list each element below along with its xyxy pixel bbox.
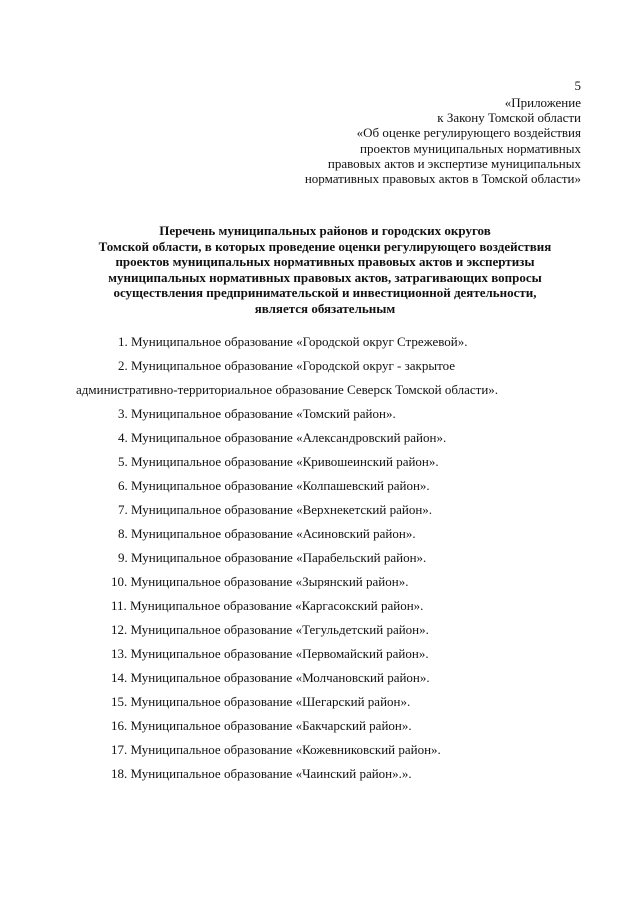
item-text: Муниципальное образование «Александровский район». [131, 430, 447, 445]
item-number: 11. [111, 598, 127, 613]
title-line: осуществления предпринимательской и инвестиционной деятельности, [113, 285, 537, 301]
appendix-line: «Об оценке регулирующего воздействия [356, 125, 581, 141]
list-item [76, 522, 576, 546]
list-item [76, 690, 576, 714]
list-item [76, 474, 576, 498]
appendix-line: к Закону Томской области [437, 110, 581, 126]
list-item [76, 594, 576, 618]
item-number: 9. [118, 550, 128, 565]
item-number: 1. [118, 334, 128, 349]
item-number: 3. [118, 406, 128, 421]
list-item [76, 330, 576, 354]
item-number: 2. [118, 358, 128, 373]
list-item [76, 402, 576, 426]
item-text: Муниципальное образование «Чаинский район».». [130, 766, 412, 781]
list-item [76, 450, 576, 474]
item-text: Муниципальное образование «Каргасокский район». [130, 598, 424, 613]
list-item [76, 618, 576, 642]
item-text: Муниципальное образование «Томский район». [131, 406, 396, 421]
item-text: Муниципальное образование «Колпашевский район». [131, 478, 430, 493]
list-item [76, 426, 576, 450]
list-item-continuation [76, 378, 576, 402]
list-item [76, 666, 576, 690]
item-number: 18. [111, 766, 128, 781]
appendix-line: правовых актов и экспертизе муниципальных [327, 155, 581, 171]
municipality-list [76, 330, 576, 786]
appendix-line: нормативных правовых актов в Томской области» [304, 171, 581, 187]
item-text: Муниципальное образование «Шегарский район». [130, 694, 411, 709]
item-text: Муниципальное образование «Парабельский район». [131, 550, 427, 565]
list-item [76, 570, 576, 594]
title-line: муниципальных нормативных правовых актов, затрагивающих вопросы [108, 269, 542, 285]
item-number: 14. [111, 670, 128, 685]
item-number: 12. [111, 622, 128, 637]
list-item [76, 546, 576, 570]
item-number: 7. [118, 502, 128, 517]
title-line: Перечень муниципальных районов и городских округов [159, 223, 491, 238]
appendix-line: «Приложение [504, 95, 581, 110]
item-number: 10. [111, 574, 128, 589]
item-text: Муниципальное образование «Зырянский район». [130, 574, 409, 589]
item-text: Муниципальное образование «Молчановский район». [130, 670, 430, 685]
document-title [76, 223, 574, 317]
item-text: Муниципальное образование «Бакчарский район». [130, 718, 412, 733]
appendix-heading [241, 95, 581, 186]
item-text: Муниципальное образование «Тегульдетский район». [130, 622, 429, 637]
item-number: 16. [111, 718, 128, 733]
item-text: Муниципальное образование «Асиновский район». [131, 526, 416, 541]
item-text: Муниципальное образование «Верхнекетский район». [131, 502, 433, 517]
item-number: 13. [111, 646, 128, 661]
list-item [76, 738, 576, 762]
item-number: 8. [118, 526, 128, 541]
list-item [76, 762, 576, 786]
title-line: является обязательным [254, 300, 396, 316]
item-text: Муниципальное образование «Городской округ Стрежевой». [131, 334, 468, 349]
list-item [76, 498, 576, 522]
item-text: Муниципальное образование «Кожевниковский район». [130, 742, 441, 757]
item-text: Муниципальное образование «Кривошеинский район». [131, 454, 439, 469]
appendix-line: проектов муниципальных нормативных [360, 140, 581, 156]
list-item [76, 714, 576, 738]
item-text: Муниципальное образование «Первомайский район». [130, 646, 429, 661]
title-line: Томской области, в которых проведение оценки регулирующего воздействия [98, 238, 552, 254]
item-text: административно-территориальное образование Северск Томской области». [76, 382, 499, 397]
item-text: Муниципальное образование «Городской округ - закрытое [131, 358, 456, 373]
list-item [76, 642, 576, 666]
list-item [76, 354, 576, 378]
item-number: 5. [118, 454, 128, 469]
item-number: 6. [118, 478, 128, 493]
item-number: 17. [111, 742, 128, 757]
title-line: проектов муниципальных нормативных правовых актов и экспертизы [115, 254, 535, 270]
page-number: 5 [574, 78, 581, 93]
item-number: 15. [111, 694, 128, 709]
item-number: 4. [118, 430, 128, 445]
